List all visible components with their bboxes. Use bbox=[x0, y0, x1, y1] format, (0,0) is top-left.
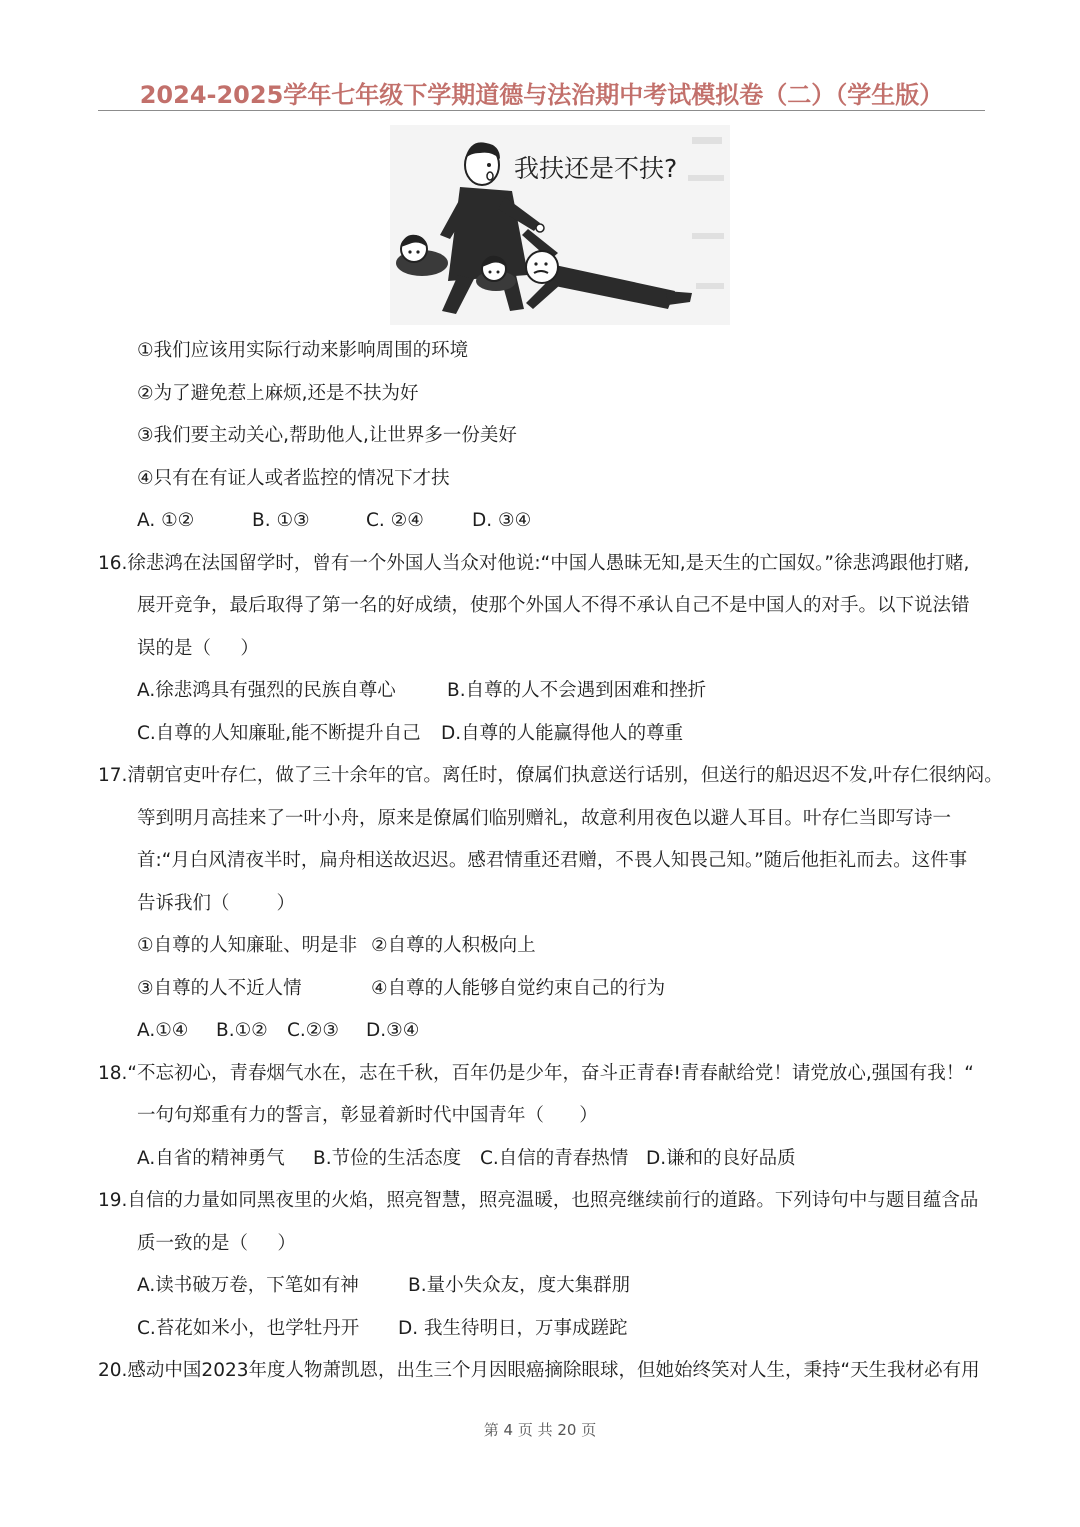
question-17-stem: 首:“月白风清夜半时，扁舟相送故迟迟。感君情重还君赠，不畏人知畏己知。”随后他拒礼而去。这件事 bbox=[137, 850, 968, 871]
page-number: 第 4 页 共 20 页 bbox=[483, 1421, 597, 1439]
question-16-stem: 误的是（ ） bbox=[137, 637, 259, 659]
answer-options-row bbox=[0, 1308, 1080, 1351]
option-c: C.②③ bbox=[287, 1020, 339, 1041]
cartoon-speech-text: 我扶还是不扶? bbox=[514, 154, 678, 183]
statement-4: ④自尊的人能够自觉约束自己的行为 bbox=[371, 977, 666, 999]
option-c: C.自信的青春热情 bbox=[480, 1147, 629, 1169]
option-c: C.自尊的人知廉耻,能不断提升自己 bbox=[137, 722, 421, 744]
option-a: A.①④ bbox=[137, 1020, 189, 1041]
question-16-stem: 16.徐悲鸿在法国留学时，曾有一个外国人当众对他说:“中国人愚昧无知,是天生的亡国奴。”徐悲鸿跟他打赌, bbox=[98, 552, 970, 574]
statement-line: ②为了避免惹上麻烦,还是不扶为好 bbox=[137, 382, 419, 404]
option-a: A. ①② bbox=[137, 510, 195, 531]
answer-options-row bbox=[0, 500, 1080, 543]
page-title: 2024-2025学年七年级下学期道德与法治期中考试模拟卷（二）（学生版） bbox=[139, 81, 944, 109]
option-d: D.谦和的良好品质 bbox=[646, 1147, 796, 1169]
option-a: A.徐悲鸿具有强烈的民族自尊心 bbox=[137, 680, 396, 701]
statement-row bbox=[0, 925, 1080, 968]
question-19-stem: 19.自信的力量如同黑夜里的火焰，照亮智慧，照亮温暖，也照亮继续前行的道路。下列诗句中与题目蕴含品 bbox=[98, 1190, 979, 1211]
option-c: C. ②④ bbox=[366, 510, 424, 531]
option-b: B. ①③ bbox=[252, 510, 310, 531]
question-16-stem: 展开竞争，最后取得了第一名的好成绩，使那个外国人不得不承认自己不是中国人的对手。以下说法错 bbox=[137, 595, 970, 616]
option-b: B.节俭的生活态度 bbox=[313, 1147, 462, 1169]
statement-3: ③自尊的人不近人情 bbox=[137, 977, 302, 999]
option-b: B.自尊的人不会遇到困难和挫折 bbox=[447, 680, 707, 701]
answer-options-row bbox=[0, 670, 1080, 713]
option-b: B.量小失众友，度大集群朋 bbox=[408, 1275, 631, 1296]
question-17-stem: 等到明月高挂来了一叶小舟，原来是僚属们临别赠礼，故意利用夜色以避人耳目。叶存仁当即写诗一 bbox=[137, 807, 952, 829]
option-b: B.①② bbox=[216, 1020, 268, 1041]
answer-options-row bbox=[0, 1265, 1080, 1308]
cartoon-illustration bbox=[390, 125, 730, 325]
option-a: A.自省的精神勇气 bbox=[137, 1147, 285, 1169]
option-d: D.自尊的人能赢得他人的尊重 bbox=[441, 722, 684, 744]
option-d: D. 我生待明日，万事成蹉跎 bbox=[398, 1317, 628, 1339]
answer-options-row bbox=[0, 713, 1080, 756]
statement-1: ①自尊的人知廉耻、明是非 bbox=[137, 935, 358, 956]
statement-line: ①我们应该用实际行动来影响周围的环境 bbox=[137, 340, 469, 361]
question-17-stem: 告诉我们（ ） bbox=[137, 892, 296, 914]
option-d: D.③④ bbox=[366, 1020, 420, 1041]
statement-row bbox=[0, 968, 1080, 1011]
answer-options-row bbox=[0, 1010, 1080, 1053]
answer-options-row bbox=[0, 1138, 1080, 1181]
question-list bbox=[0, 330, 1080, 1393]
header-divider bbox=[98, 110, 985, 111]
statement-2: ②自尊的人积极向上 bbox=[371, 935, 536, 956]
question-17-stem: 17.清朝官吏叶存仁，做了三十余年的官。离任时，僚属们执意送行话别，但送行的船迟迟不发,叶存仁很纳闷。 bbox=[98, 765, 1003, 786]
question-18-stem: 18.“不忘初心，青春烟气水在，志在千秋，百年仍是少年，奋斗正青春!青春献给党！请党放心,强国有我！“ bbox=[98, 1062, 974, 1084]
question-20-stem: 20.感动中国2023年度人物萧凯恩，出生三个月因眼癌摘除眼球，但她始终笑对人生，秉持“天生我材必有用 bbox=[98, 1360, 980, 1381]
question-19-stem: 质一致的是（ ） bbox=[137, 1232, 296, 1254]
question-18-stem: 一句句郑重有力的誓言，彰显着新时代中国青年（ ） bbox=[137, 1105, 598, 1126]
option-d: D. ③④ bbox=[472, 510, 532, 531]
statement-line: ③我们要主动关心,帮助他人,让世界多一份美好 bbox=[137, 425, 517, 446]
option-a: A.读书破万卷，下笔如有神 bbox=[137, 1275, 359, 1296]
option-c: C.苔花如米小，也学牡丹开 bbox=[137, 1317, 360, 1339]
statement-line: ④只有在有证人或者监控的情况下才扶 bbox=[137, 467, 450, 489]
